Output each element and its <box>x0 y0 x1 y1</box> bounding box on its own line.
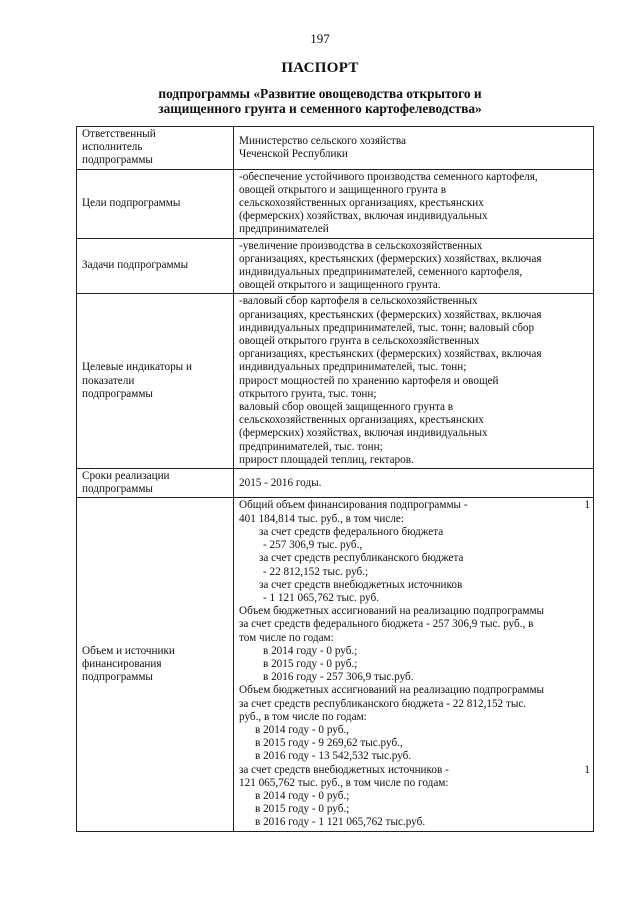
row-tasks <box>77 238 594 294</box>
row-timeline <box>77 469 594 498</box>
row-goals <box>77 169 594 238</box>
row-financing <box>77 498 594 831</box>
timeline-value: 2015 - 2016 годы. <box>234 469 594 498</box>
executor-label: Ответственный исполнитель подпрограммы <box>77 127 234 170</box>
financing-total-line: Общий объем финансирования подпрограммы - 1 <box>239 499 590 512</box>
financing-offbudget-line: за счет средств внебюджетных источников - 1 <box>239 763 590 776</box>
page-number: 197 <box>310 31 330 46</box>
timeline-label: Сроки реализации подпрограммы <box>77 469 234 498</box>
tasks-label: Задачи подпрограммы <box>77 238 234 294</box>
goals-value: -обеспечение устойчивого производства семенного картофеля, овощей открытого и защищенного грунта в сельскохозяйственных организациях, крестьянских (фермерских) хозяйствах, включая индивидуальных предпринимателей <box>234 169 594 238</box>
subtitle-line-1: подпрограммы «Развитие овощеводства открытого и <box>158 86 482 101</box>
document-subtitle <box>0 86 640 116</box>
document-title: ПАСПОРТ <box>281 60 359 76</box>
indicators-value: -валовый сбор картофеля в сельскохозяйственных организациях, крестьянских (фермерских) хозяйствах, включая индивидуальных предпринимателей, тыс. тонн; валовый сбор овощей открытого грунта в сельскохозяйственных организациях, крестьянских (фермерских) хозяйствах, включая индивидуальных предпринимателей, тыс. тонн; прирост мощностей по хранению картофеля и овощей открытого грунта, тыс. тонн; валовый сбор овощей защищенного грунта в сельскохозяйственных организациях, крестьянских (фермерских) хозяйствах, включая индивидуальных предпринимателей, тыс. тонн; прирост площадей теплиц, гектаров. <box>234 294 594 469</box>
tasks-value: -увеличение производства в сельскохозяйственных организациях, крестьянских (фермерских) хозяйствах, включая индивидуальных предпринимателей, семенного картофеля, овощей открытого и защищенного грунта. <box>234 238 594 294</box>
row-executor <box>77 127 594 170</box>
goals-label: Цели подпрограммы <box>77 169 234 238</box>
financing-value: Общий объем финансирования подпрограммы - 1 401 184,814 тыс. руб., в том числе: за счет средств федерального бюджета - 257 306,9 тыс. руб., за счет средств республиканского бюджета - 22 812,152 тыс. руб.; за счет средств внебюджетных источников - 1 121 065,762 тыс. руб. Объем бюджетных ассигнований на реализацию подпрограммы за счет средств федерального бюджета - 257 306,9 тыс. руб., в том числе по годам: в 2014 году - 0 руб.; в 2015 году - 0 руб.; в 2016 году - 257 306,9 тыс.руб. Объем бюджетных ассигнований на реализацию подпрограммы за счет средств республиканского бюджета - 22 812,152 тыс. руб., в том числе по годам: в 2014 году - 0 руб., в 2015 году - 9 269,62 тыс.руб., в 2016 году - 13 542,532 тыс.руб. за счет средств внебюджетных источников - 1 121 065,762 тыс. руб., в том числе по годам: в 2014 году - 0 руб.; в 2015 году - 0 руб.; в 2016 году - 1 121 065,762 тыс.руб. <box>234 498 594 831</box>
subtitle-line-2: защищенного грунта и семенного картофелеводства» <box>158 101 482 116</box>
executor-value: Министерство сельского хозяйства Чеченской Республики <box>234 127 594 170</box>
row-indicators <box>77 294 594 469</box>
financing-label: Объем и источники финансирования подпрограммы <box>77 498 234 831</box>
passport-table <box>76 126 594 832</box>
indicators-label: Целевые индикаторы и показатели подпрограммы <box>77 294 234 469</box>
